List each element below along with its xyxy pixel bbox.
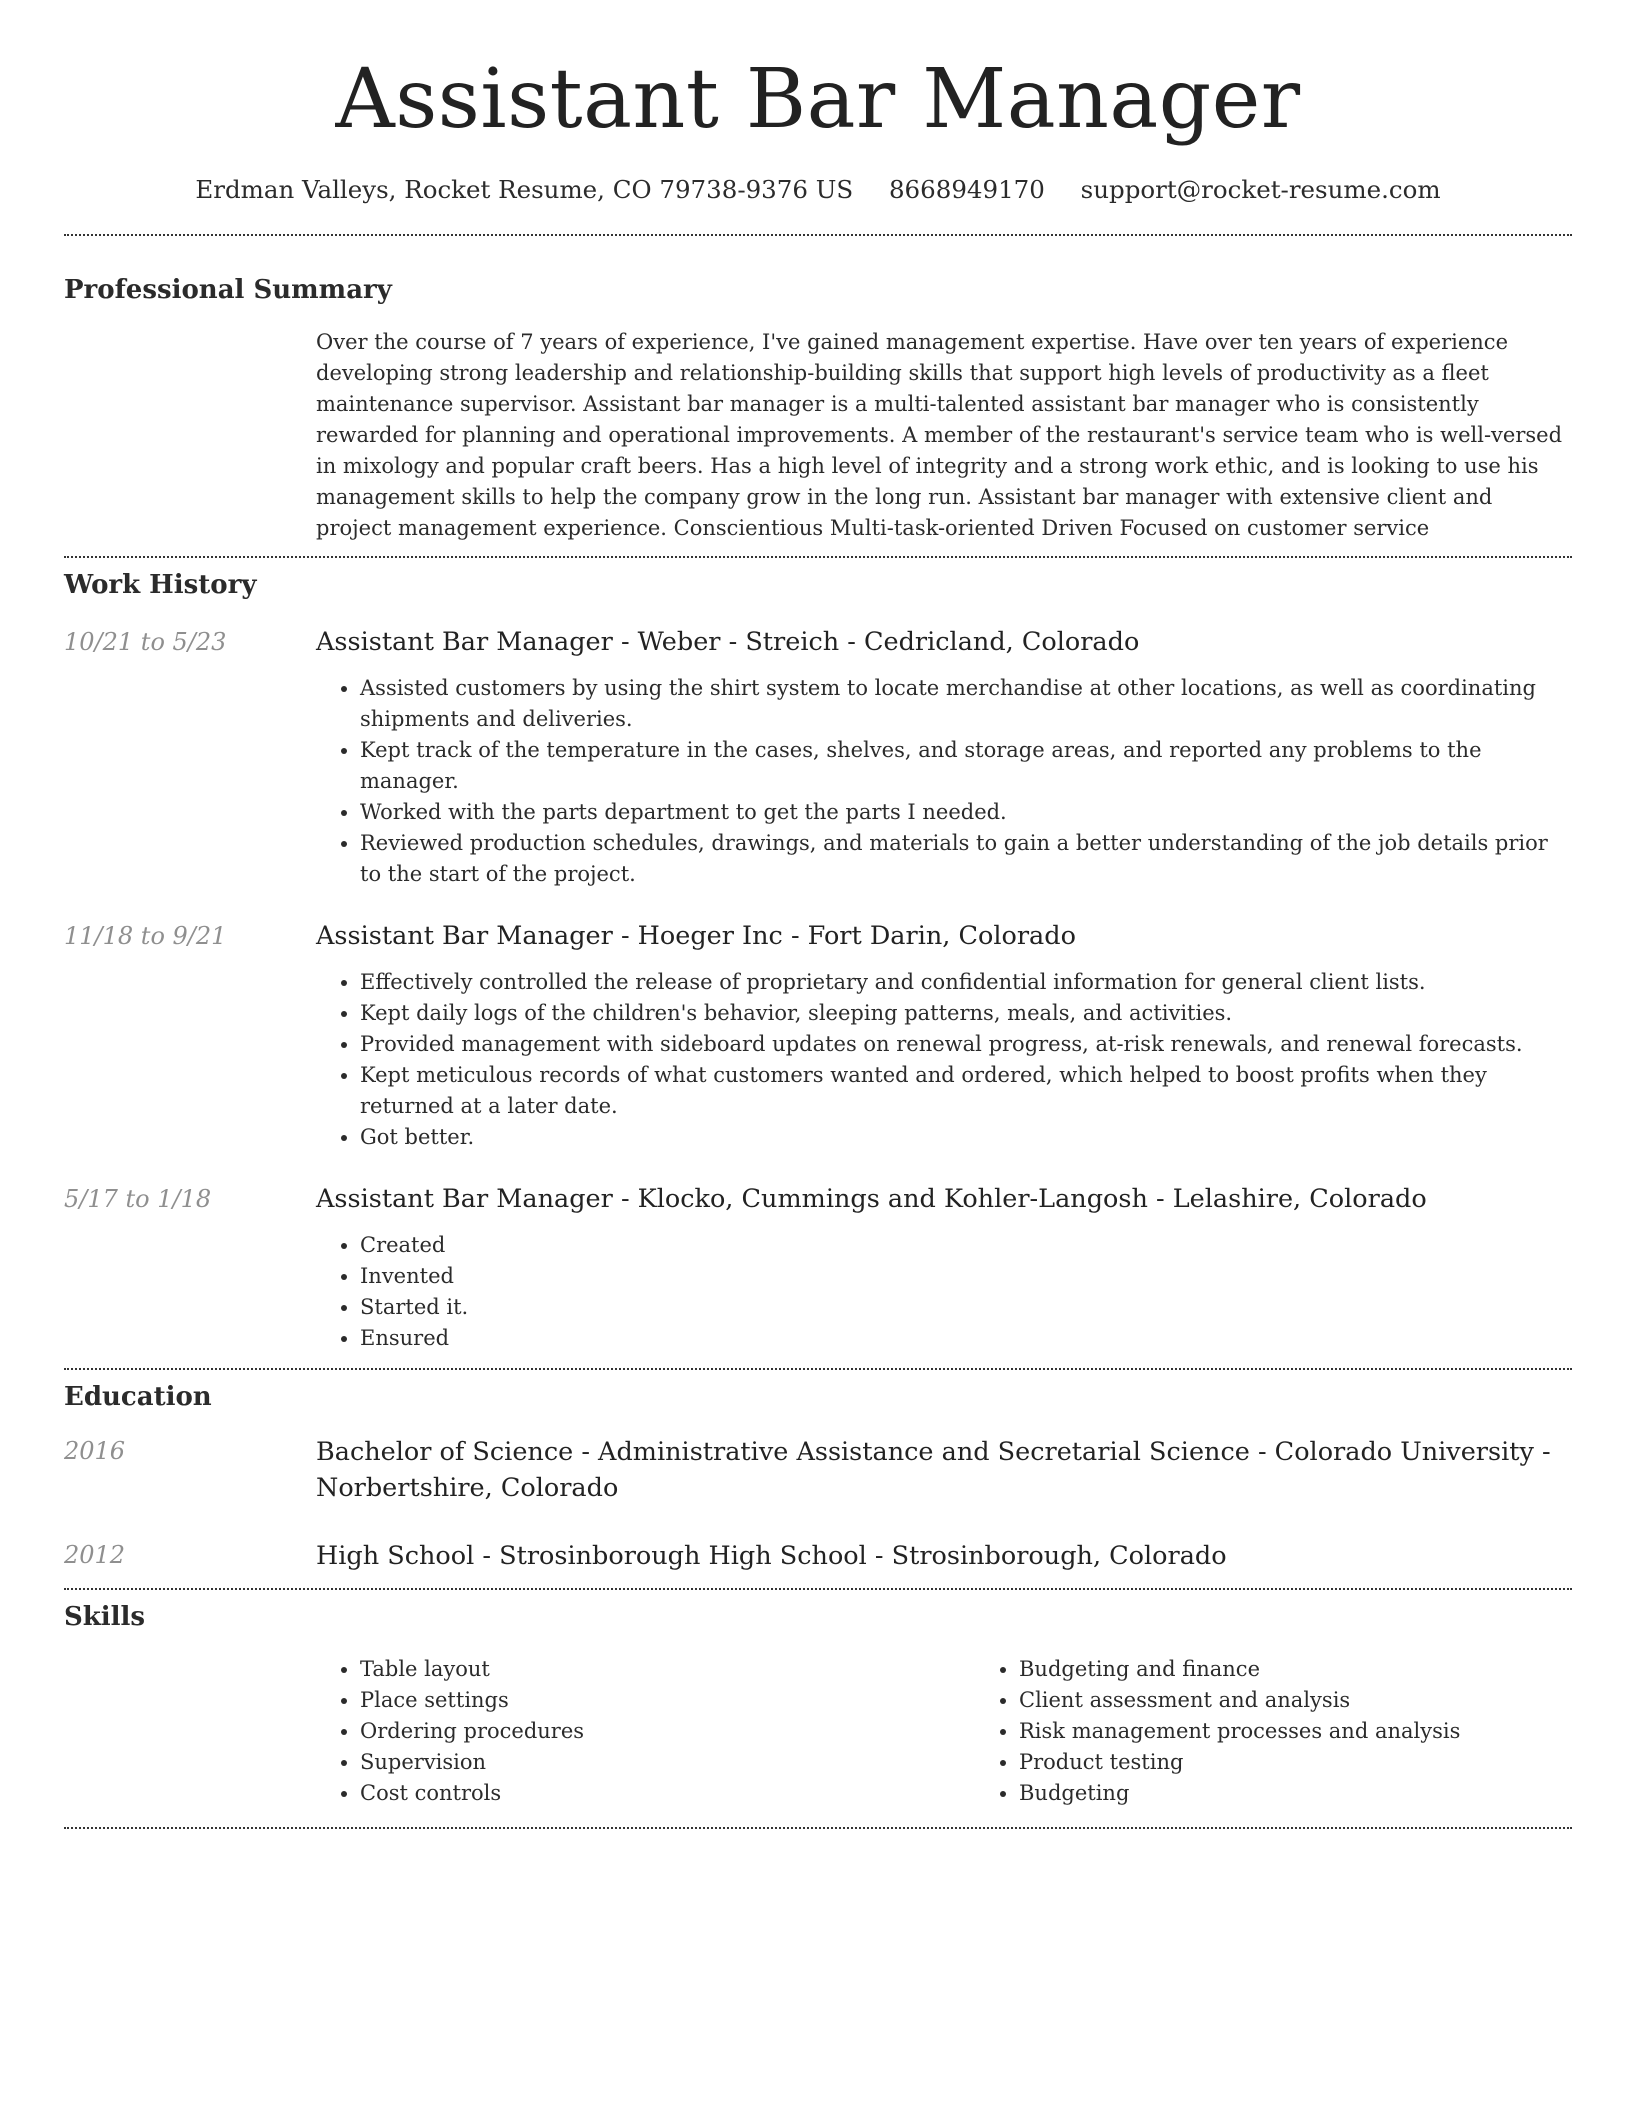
job-bullet: • Invented [360, 1261, 1572, 1292]
summary-row [64, 327, 1572, 544]
education-entry [64, 1434, 1572, 1506]
job-entry [64, 625, 1572, 890]
section-divider [64, 1588, 1572, 1590]
section-divider [64, 1368, 1572, 1370]
summary-body [316, 327, 1572, 544]
job-bullet: • Ensured [360, 1323, 1572, 1354]
job-entry [64, 1182, 1572, 1354]
skills-heading: Skills [64, 1602, 146, 1632]
education-heading: Education [64, 1382, 212, 1412]
job-bullet: • Assisted customers by using the shirt system to locate merchandise at other locations, as well as coordinating shipments and deliveries. [360, 673, 1572, 735]
resume-page [64, 0, 1572, 1829]
job-bullet: • Effectively controlled the release of proprietary and confidential information for general client lists. [360, 967, 1572, 998]
job-bullets [316, 673, 1572, 890]
education-year: 2012 [64, 1541, 126, 1569]
section-divider [64, 556, 1572, 558]
job-bullets [316, 1230, 1572, 1354]
summary-spacer [64, 327, 316, 544]
section-divider [64, 234, 1572, 236]
skill-item: • Product testing [1019, 1747, 1632, 1778]
skill-item: • Supervision [360, 1747, 975, 1778]
contact-phone: 8668949170 [888, 175, 1045, 204]
education-body [316, 1434, 1572, 1506]
job-body [316, 625, 1572, 890]
summary-heading: Professional Summary [64, 275, 392, 305]
resume-title: Assistant Bar Manager [335, 52, 1301, 147]
job-bullet: • Got better. [360, 1122, 1572, 1153]
skill-item: • Ordering procedures [360, 1716, 975, 1747]
section-divider [64, 1827, 1572, 1829]
contact-email[interactable]: support@rocket-resume.com [1080, 175, 1441, 204]
skill-item: • Table layout [360, 1654, 975, 1685]
job-body [316, 1182, 1572, 1354]
skill-item: • Budgeting [1019, 1778, 1632, 1809]
skills-list-left [316, 1654, 975, 1809]
education-entry [64, 1538, 1572, 1574]
job-bullet: • Worked with the parts department to get the parts I needed. [360, 797, 1572, 828]
skills-list-right [975, 1654, 1632, 1809]
job-bullet: • Kept daily logs of the children's behavior, sleeping patterns, meals, and activities. [360, 998, 1572, 1029]
job-dates: 5/17 to 1/18 [64, 1185, 212, 1213]
contact-address: Erdman Valleys, Rocket Resume, CO 79738-9376 US [195, 175, 854, 204]
job-title: Assistant Bar Manager - Hoeger Inc - Fort Darin, Colorado [316, 921, 1076, 951]
skills-spacer [64, 1654, 316, 1809]
job-bullet: • Provided management with sideboard updates on renewal progress, at-risk renewals, and renewal forecasts. [360, 1029, 1572, 1060]
job-bullet: • Reviewed production schedules, drawings, and materials to gain a better understanding of the job details prior to the start of the project. [360, 828, 1572, 890]
education-body [316, 1538, 1572, 1574]
job-bullet: • Created [360, 1230, 1572, 1261]
job-bullets [316, 967, 1572, 1153]
skills-columns [316, 1654, 1632, 1809]
job-dates: 11/18 to 9/21 [64, 922, 227, 950]
job-title: Assistant Bar Manager - Klocko, Cummings and Kohler-Langosh - Lelashire, Colorado [316, 1184, 1427, 1214]
skill-item: • Budgeting and finance [1019, 1654, 1632, 1685]
job-title: Assistant Bar Manager - Weber - Streich - Cedricland, Colorado [316, 627, 1140, 657]
education-text: Bachelor of Science - Administrative Assistance and Secretarial Science - Colorado University - Norbertshire, Colorado [316, 1437, 1551, 1503]
skill-item: • Cost controls [360, 1778, 975, 1809]
job-dates: 10/21 to 5/23 [64, 628, 227, 656]
skills-row [64, 1654, 1572, 1809]
job-entry [64, 919, 1572, 1153]
skill-item: • Risk management processes and analysis [1019, 1716, 1632, 1747]
contact-line [64, 172, 1572, 208]
education-year: 2016 [64, 1437, 126, 1465]
job-bullet: • Started it. [360, 1292, 1572, 1323]
job-bullet: • Kept meticulous records of what customers wanted and ordered, which helped to boost profits when they returned at a later date. [360, 1060, 1572, 1122]
job-bullet: • Kept track of the temperature in the cases, shelves, and storage areas, and reported any problems to the manager. [360, 735, 1572, 797]
summary-text: Over the course of 7 years of experience, I've gained management expertise. Have over ten years of experience developing strong leadership and relationship-building skills that support high levels of productivity as a fleet maintenance supervisor. Assistant bar manager is a multi-talented assistant bar manager who is consistently rewarded for planning and operational improvements. A member of the restaurant's service team who is well-versed in mixology and popular craft beers. Has a high level of integrity and a strong work ethic, and is looking to use his management skills to help the company grow in the long run. Assistant bar manager with extensive client and project management experience. Conscientious Multi-task-oriented Driven Focused on customer service [316, 330, 1563, 540]
work-history-heading: Work History [64, 570, 257, 600]
education-text: High School - Strosinborough High School - Strosinborough, Colorado [316, 1541, 1227, 1571]
skill-item: • Client assessment and analysis [1019, 1685, 1632, 1716]
skill-item: • Place settings [360, 1685, 975, 1716]
job-body [316, 919, 1572, 1153]
